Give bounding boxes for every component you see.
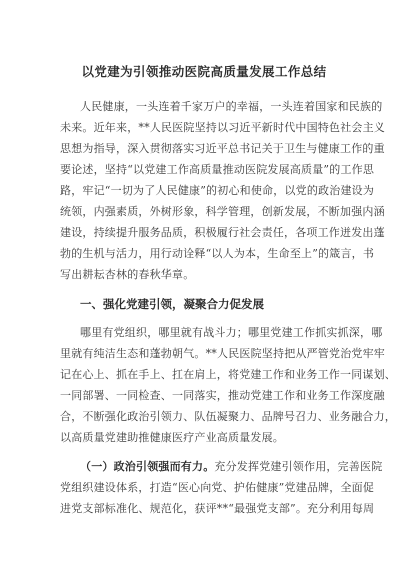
section-line-6: 以高质量党建助推健康医疗产业高质量发展。 <box>60 431 284 444</box>
intro-line-5: 路，牢记“一切为了人民健康”的初心和使命，以党的政治建设为 <box>60 184 375 197</box>
section-heading: 一、强化党建引领，凝聚合力促发展 <box>80 297 264 311</box>
intro-line-4: 要论述，坚持“以党建工作高质量推动医院发展高质量”的工作思 <box>60 163 375 176</box>
intro-line-2: 未来。近年来，**人民医院坚持以习近平新时代中国特色社会主义 <box>60 121 385 134</box>
section-line-3: 记在心上、抓在手上、扛在肩上，将党建工作和业务工作一同谋划、 <box>60 368 396 381</box>
subsection-line-1-text: 充分发挥党建引领作用，完善医院 <box>214 460 383 473</box>
section-line-1: 哪里有党组织，哪里就有战斗力；哪里党建工作抓实抓深，哪 <box>80 326 383 339</box>
subsection-line-2: 党组织建设体系，打造“医心向党、护佑健康”党建品牌，全面促 <box>60 481 375 494</box>
section-line-2: 里就有纯洁生态和蓬勃朝气。**人民医院坚持把从严管党治党牢牢 <box>60 347 385 360</box>
intro-line-6: 统领，内强素质，外树形象，科学管理，创新发展，不断加强内涵 <box>60 205 385 218</box>
intro-line-9: 写出耕耘杏林的春秋华章。 <box>60 268 195 281</box>
section-line-4: 一同部署、一同检查、一同落实，推动党建工作和业务工作深度融 <box>60 389 385 402</box>
section-line-5: 合，不断强化政治引领力、队伍凝聚力、品牌号召力、业务融合力， <box>60 410 396 423</box>
subsection-line-1 <box>80 460 382 474</box>
intro-line-1: 人民健康，一头连着千家万户的幸福，一头连着国家和民族的 <box>80 100 383 113</box>
intro-line-7: 建设，持续提升服务品质，积极履行社会责任，各项工作迸发出蓬 <box>60 226 385 239</box>
subsection-heading: （一）政治引领强而有力。 <box>80 460 215 473</box>
document-title: 以党建为引领推动医院高质量发展工作总结 <box>81 64 327 79</box>
intro-line-8: 勃的生机与活力，用行动诠释“以人为本，生命至上”的箴言，书 <box>60 247 375 260</box>
subsection-line-3: 进党支部标准化、规范化，获评**“最强党支部”。充分利用每周 <box>60 502 375 515</box>
intro-line-3: 思想为指导，深入贯彻落实习近平总书记关于卫生与健康工作的重 <box>60 142 385 155</box>
